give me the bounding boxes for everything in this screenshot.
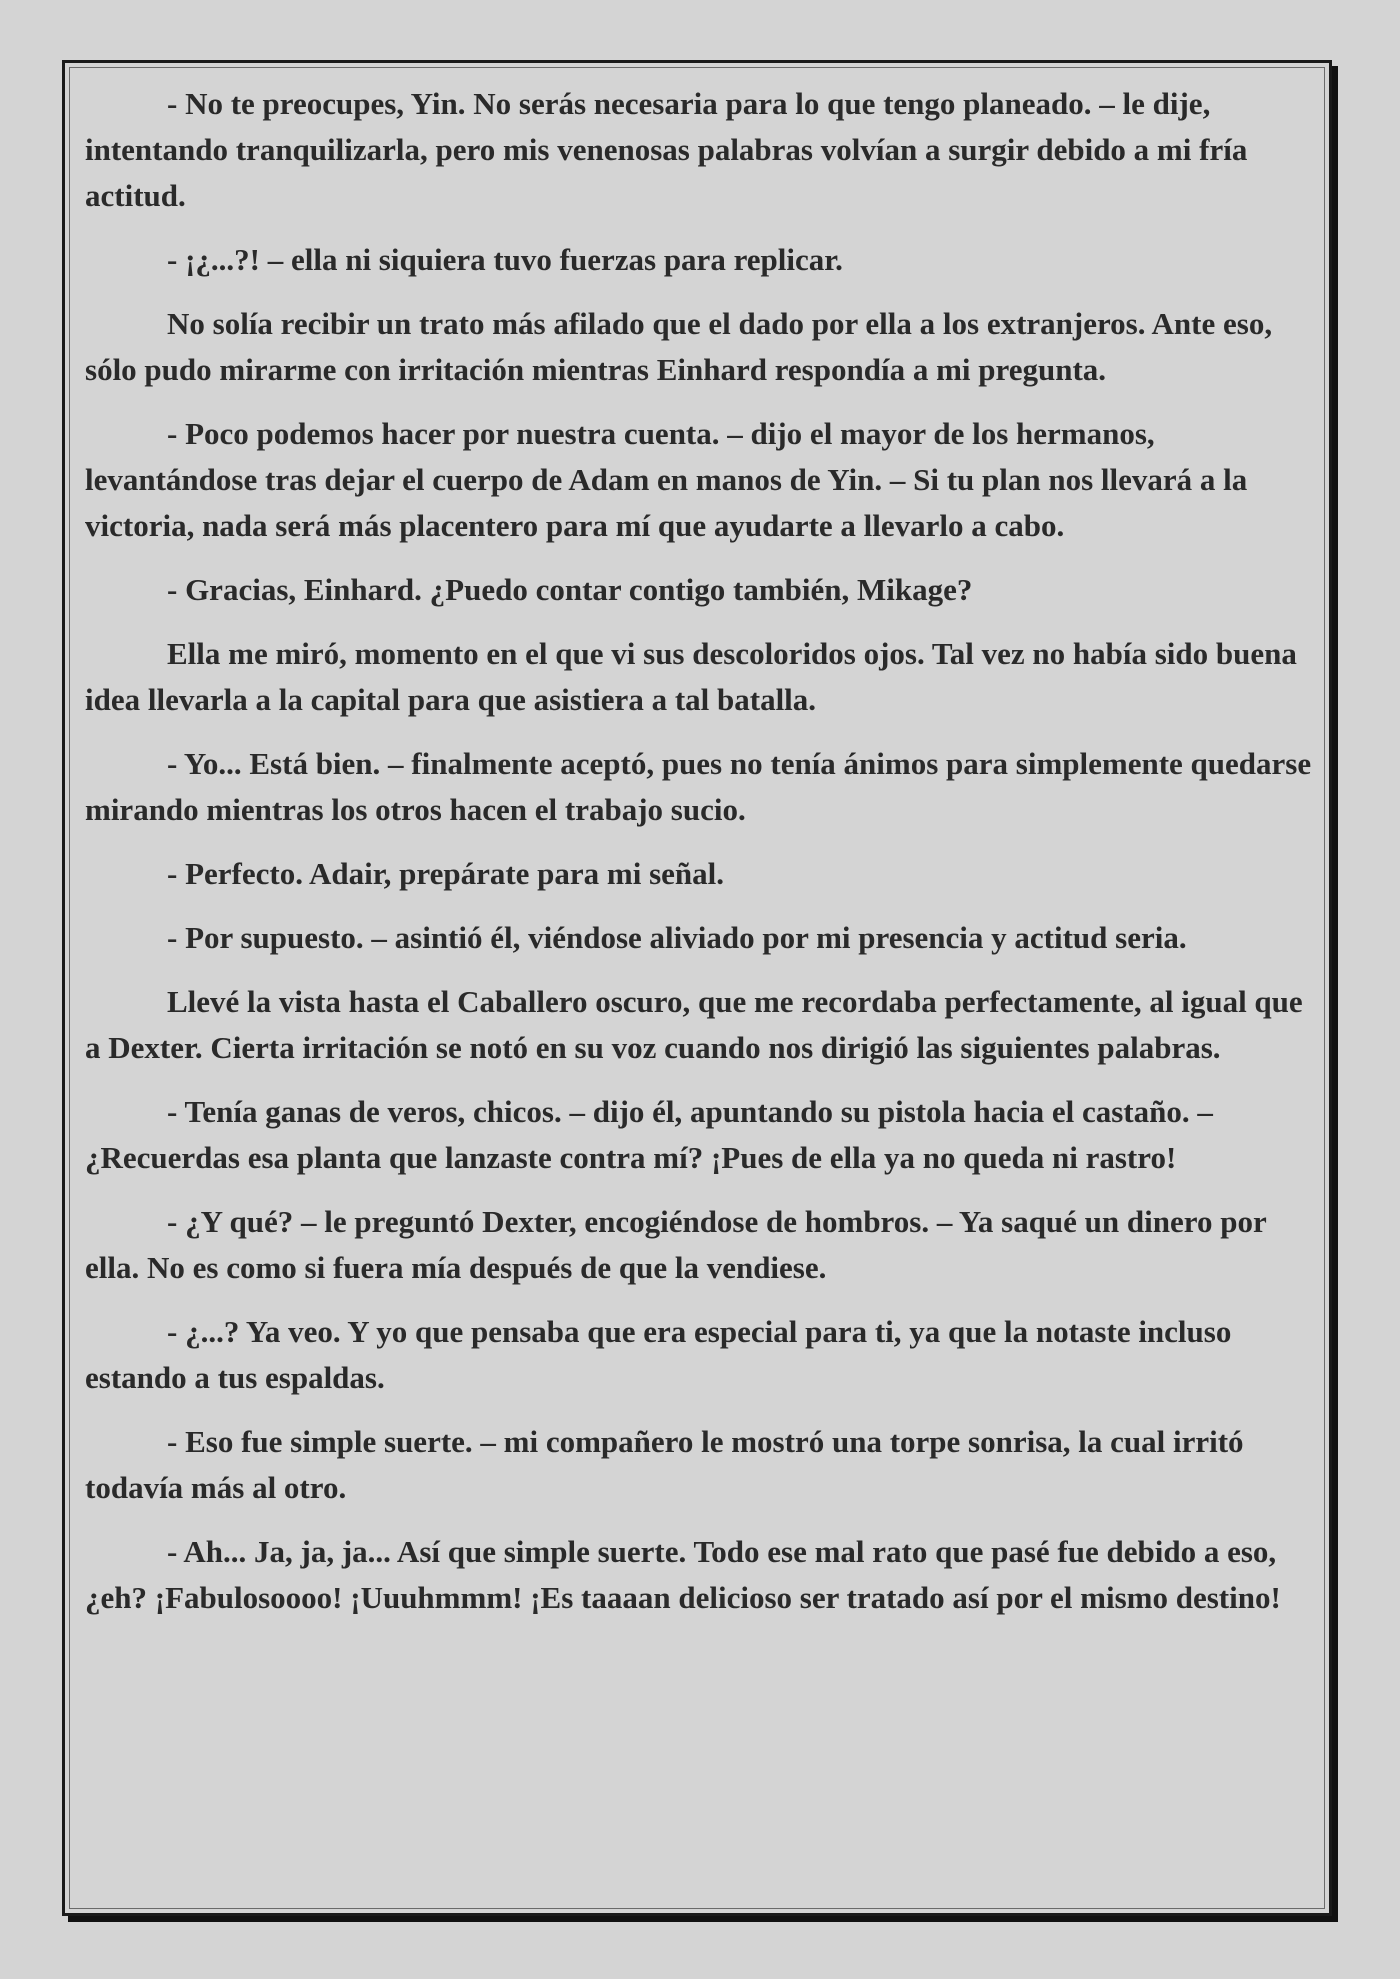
- paragraph: - Tenía ganas de veros, chicos. – dijo él, apuntando su pistola hacia el castaño. – ¿Recuerdas esa planta que lanzaste contra mí? ¡Pues de ella ya no queda ni rastro!: [85, 1094, 1213, 1175]
- paragraph: - Perfecto. Adair, prepárate para mi señal.: [167, 856, 725, 891]
- paragraph: - Por supuesto. – asintió él, viéndose aliviado por mi presencia y actitud seria.: [167, 920, 1187, 955]
- paragraph: - ¡¿...?! – ella ni siquiera tuvo fuerzas para replicar.: [167, 242, 843, 277]
- paragraph: Ella me miró, momento en el que vi sus descoloridos ojos. Tal vez no había sido buena idea llevarla a la capital para que asistiera a tal batalla.: [85, 636, 1297, 717]
- text-body: [85, 81, 1325, 1639]
- paragraph: - Yo... Está bien. – finalmente aceptó, pues no tenía ánimos para simplemente quedarse mirando mientras los otros hacen el trabajo sucio.: [85, 746, 1312, 827]
- paragraph: Llevé la vista hasta el Caballero oscuro, que me recordaba perfectamente, al igual que a Dexter. Cierta irritación se notó en su voz cuando nos dirigió las siguientes palabras.: [85, 984, 1303, 1065]
- paragraph: - Gracias, Einhard. ¿Puedo contar contigo también, Mikage?: [167, 572, 973, 607]
- paragraph: - ¿...? Ya veo. Y yo que pensaba que era especial para ti, ya que la notaste incluso estando a tus espaldas.: [85, 1314, 1232, 1395]
- page-frame: [62, 60, 1332, 1916]
- paragraph: - Poco podemos hacer por nuestra cuenta. – dijo el mayor de los hermanos, levantándose tras dejar el cuerpo de Adam en manos de Yin. – Si tu plan nos llevará a la victoria, nada será más placentero para mí que ayudarte a llevarlo a cabo.: [85, 416, 1248, 543]
- paragraph: - Ah... Ja, ja, ja... Así que simple suerte. Todo ese mal rato que pasé fue debido a eso, ¿eh? ¡Fabulosoooo! ¡Uuuhmmm! ¡Es taaaan delicioso ser tratado así por el mismo destino!: [85, 1534, 1281, 1615]
- paragraph: - No te preocupes, Yin. No serás necesaria para lo que tengo planeado. – le dije, intentando tranquilizarla, pero mis venenosas palabras volvían a surgir debido a mi fría actitud.: [85, 86, 1248, 213]
- paragraph: No solía recibir un trato más afilado que el dado por ella a los extranjeros. Ante eso, sólo pudo mirarme con irritación mientras Einhard respondía a mi pregunta.: [85, 306, 1273, 387]
- paragraph: - Eso fue simple suerte. – mi compañero le mostró una torpe sonrisa, la cual irritó todavía más al otro.: [85, 1424, 1244, 1505]
- paragraph: - ¿Y qué? – le preguntó Dexter, encogiéndose de hombros. – Ya saqué un dinero por ella. No es como si fuera mía después de que la vendiese.: [85, 1204, 1267, 1285]
